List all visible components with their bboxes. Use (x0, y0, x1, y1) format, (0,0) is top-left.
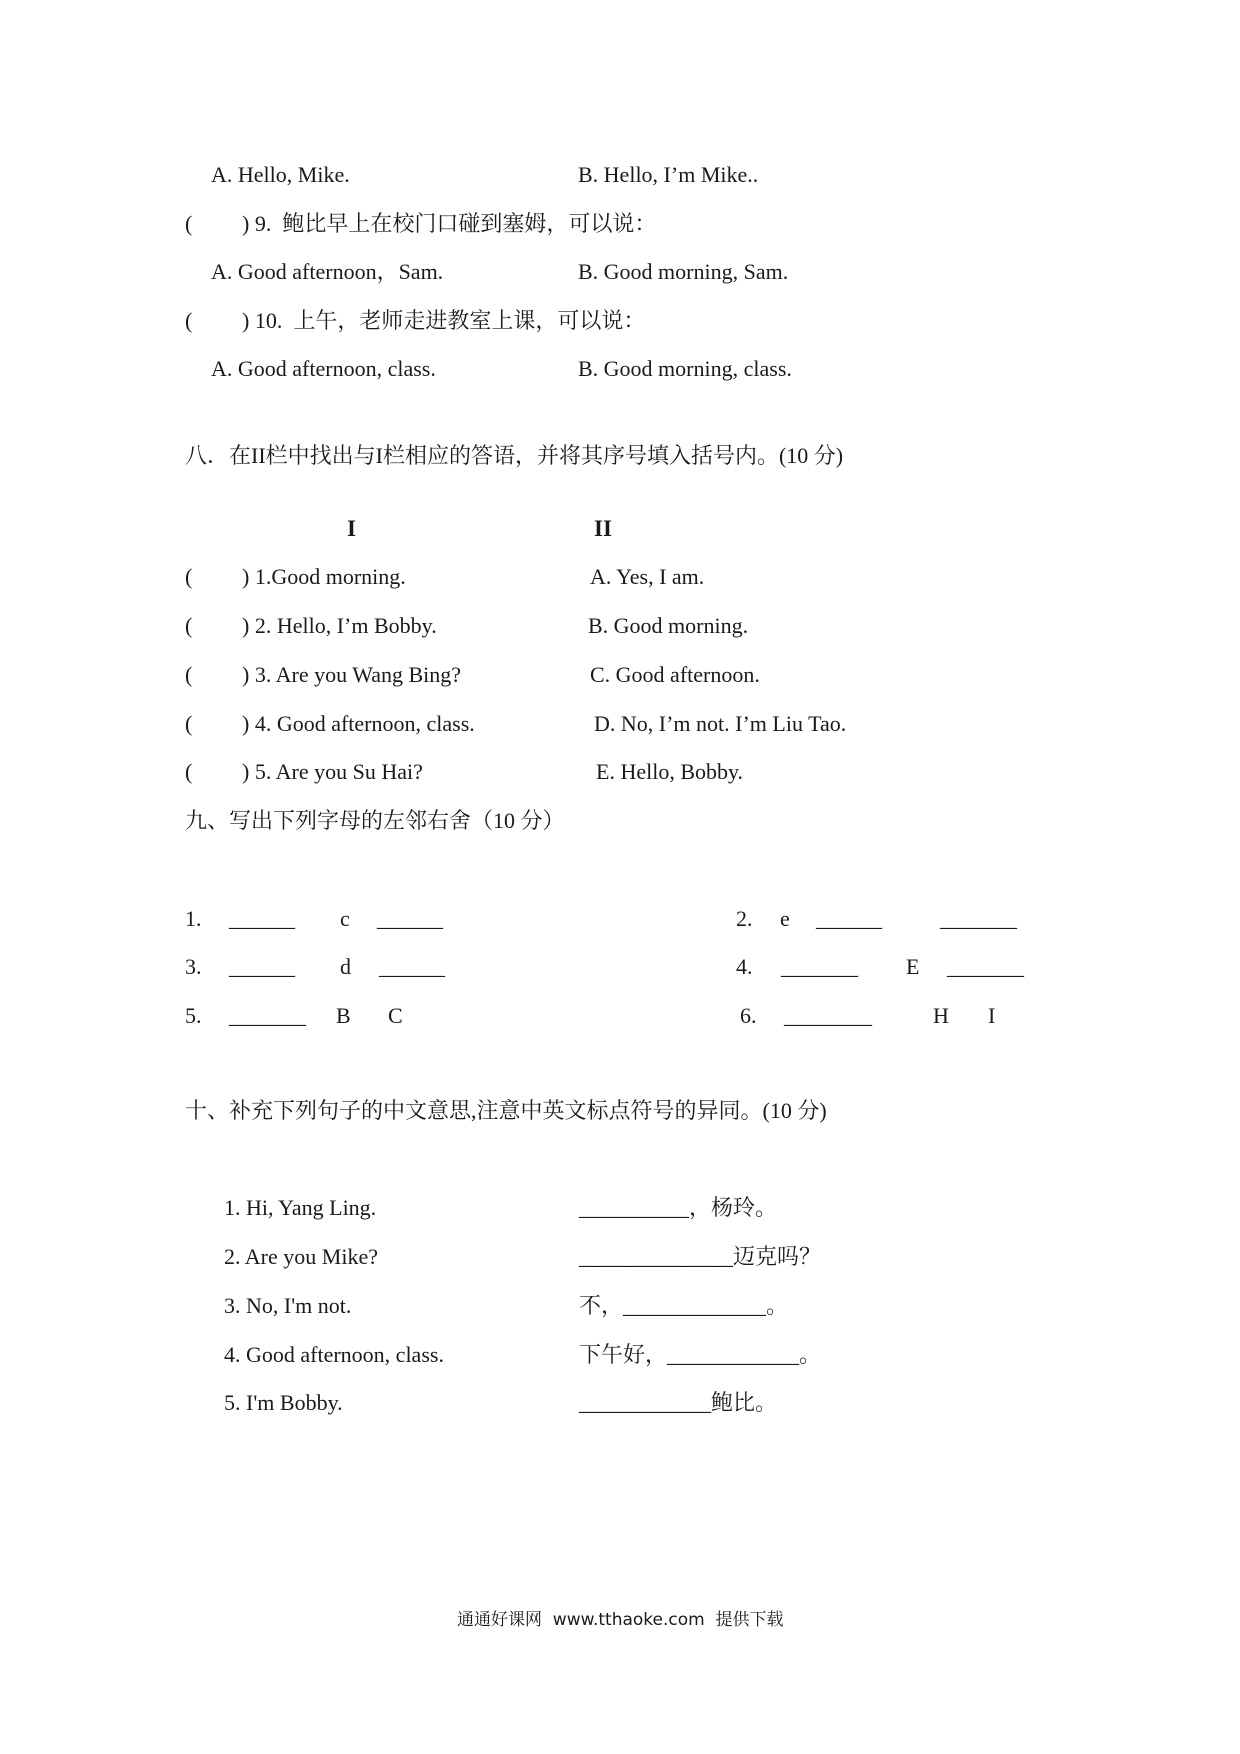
section10-row-2-chinese: ______________迈克吗？ (579, 1244, 822, 1269)
section9-title: 九、写出下列字母的左邻右舍（10 分） (185, 808, 565, 833)
section10-row-4-english: 4. Good afternoon, class. (224, 1342, 444, 1367)
section8-row-3-paren: ( (185, 662, 193, 687)
section10-row-5-english: 5. I'm Bobby. (224, 1390, 343, 1415)
section9-item-2-letter: e (780, 906, 790, 931)
section9-item-3-blank-right: ______ (379, 954, 445, 979)
section9-item-5-letter-b: B (336, 1003, 351, 1028)
q9-stem: ) 9. 鲍比早上在校门口碰到塞姆，可以说： (242, 211, 657, 236)
section9-item-3-blank-left: ______ (229, 954, 295, 979)
section8-row-4-paren: ( (185, 711, 193, 736)
section10-row-3-chinese: 不，_____________。 (579, 1293, 789, 1318)
section9-item-5-letter-c: C (388, 1003, 403, 1028)
section8-row-5-right: E. Hello, Bobby. (596, 759, 744, 784)
section8-row-2-paren: ( (185, 613, 193, 638)
section9-item-5-number: 5. (185, 1003, 202, 1028)
section8-title: 八．在II栏中找出与I栏相应的答语，并将其序号填入括号内。(10 分) (185, 443, 844, 468)
q9-option-b: B. Good morning, Sam. (578, 259, 789, 284)
section9-item-2-blank-middle: ______ (816, 906, 882, 931)
section9-item-5-blank: _______ (229, 1003, 306, 1028)
section10-row-1-chinese: __________，杨玲。 (579, 1195, 778, 1220)
section8-row-2-left: ) 2. Hello, I’m Bobby. (242, 613, 437, 638)
section8-row-5-paren: ( (185, 759, 193, 784)
section8-column-ii-heading: II (594, 516, 612, 541)
section9-item-2-number: 2. (736, 906, 753, 931)
section9-item-2-blank-right: _______ (940, 906, 1017, 931)
section9-item-1-blank-right: ______ (377, 906, 443, 931)
footer-source-text: 通通好课网 www.tthaoke.com 提供下载 (457, 1610, 784, 1630)
q8-option-a: A. Hello, Mike. (211, 162, 350, 187)
section9-item-6-number: 6. (740, 1003, 757, 1028)
section10-row-5-chinese: ____________鲍比。 (579, 1390, 778, 1415)
section9-item-1-blank-left: ______ (229, 906, 295, 931)
q10-option-a: A. Good afternoon, class. (211, 356, 436, 381)
section10-title: 十、补充下列句子的中文意思,注意中英文标点符号的异同。(10 分) (185, 1098, 827, 1123)
q9-option-a: A. Good afternoon，Sam. (211, 259, 444, 284)
section8-row-1-left: ) 1.Good morning. (242, 564, 406, 589)
section9-item-6-letter-h: H (933, 1003, 949, 1028)
q10-option-b: B. Good morning, class. (578, 356, 792, 381)
section8-row-2-right: B. Good morning. (588, 613, 749, 638)
section9-item-4-letter: E (906, 954, 920, 979)
section8-row-5-left: ) 5. Are you Su Hai? (242, 759, 423, 784)
q10-stem: ) 10. 上午，老师走进教室上课，可以说： (242, 308, 646, 333)
section8-row-1-paren: ( (185, 564, 193, 589)
section9-item-3-letter: d (340, 954, 351, 979)
section9-item-1-number: 1. (185, 906, 202, 931)
section10-row-3-english: 3. No, I'm not. (224, 1293, 352, 1318)
section9-item-3-number: 3. (185, 954, 202, 979)
section8-column-i-heading: I (347, 516, 356, 541)
section10-row-2-english: 2. Are you Mike? (224, 1244, 378, 1269)
section8-row-4-right: D. No, I’m not. I’m Liu Tao. (594, 711, 847, 736)
q10-answer-paren: ( (185, 308, 193, 333)
section8-row-3-right: C. Good afternoon. (590, 662, 760, 687)
section10-row-4-chinese: 下午好，____________。 (579, 1342, 822, 1367)
section9-item-6-letter-i: I (988, 1003, 996, 1028)
section9-item-6-blank: ________ (784, 1003, 872, 1028)
section8-row-4-left: ) 4. Good afternoon, class. (242, 711, 475, 736)
section8-row-3-left: ) 3. Are you Wang Bing? (242, 662, 462, 687)
section9-item-4-blank-left: _______ (781, 954, 858, 979)
section9-item-4-number: 4. (736, 954, 753, 979)
q8-option-b: B. Hello, I’m Mike.. (578, 162, 759, 187)
section10-row-1-english: 1. Hi, Yang Ling. (224, 1195, 377, 1220)
section8-row-1-right: A. Yes, I am. (590, 564, 705, 589)
section9-item-4-blank-right: _______ (947, 954, 1024, 979)
section9-item-1-letter: c (340, 906, 350, 931)
q9-answer-paren: ( (185, 211, 193, 236)
